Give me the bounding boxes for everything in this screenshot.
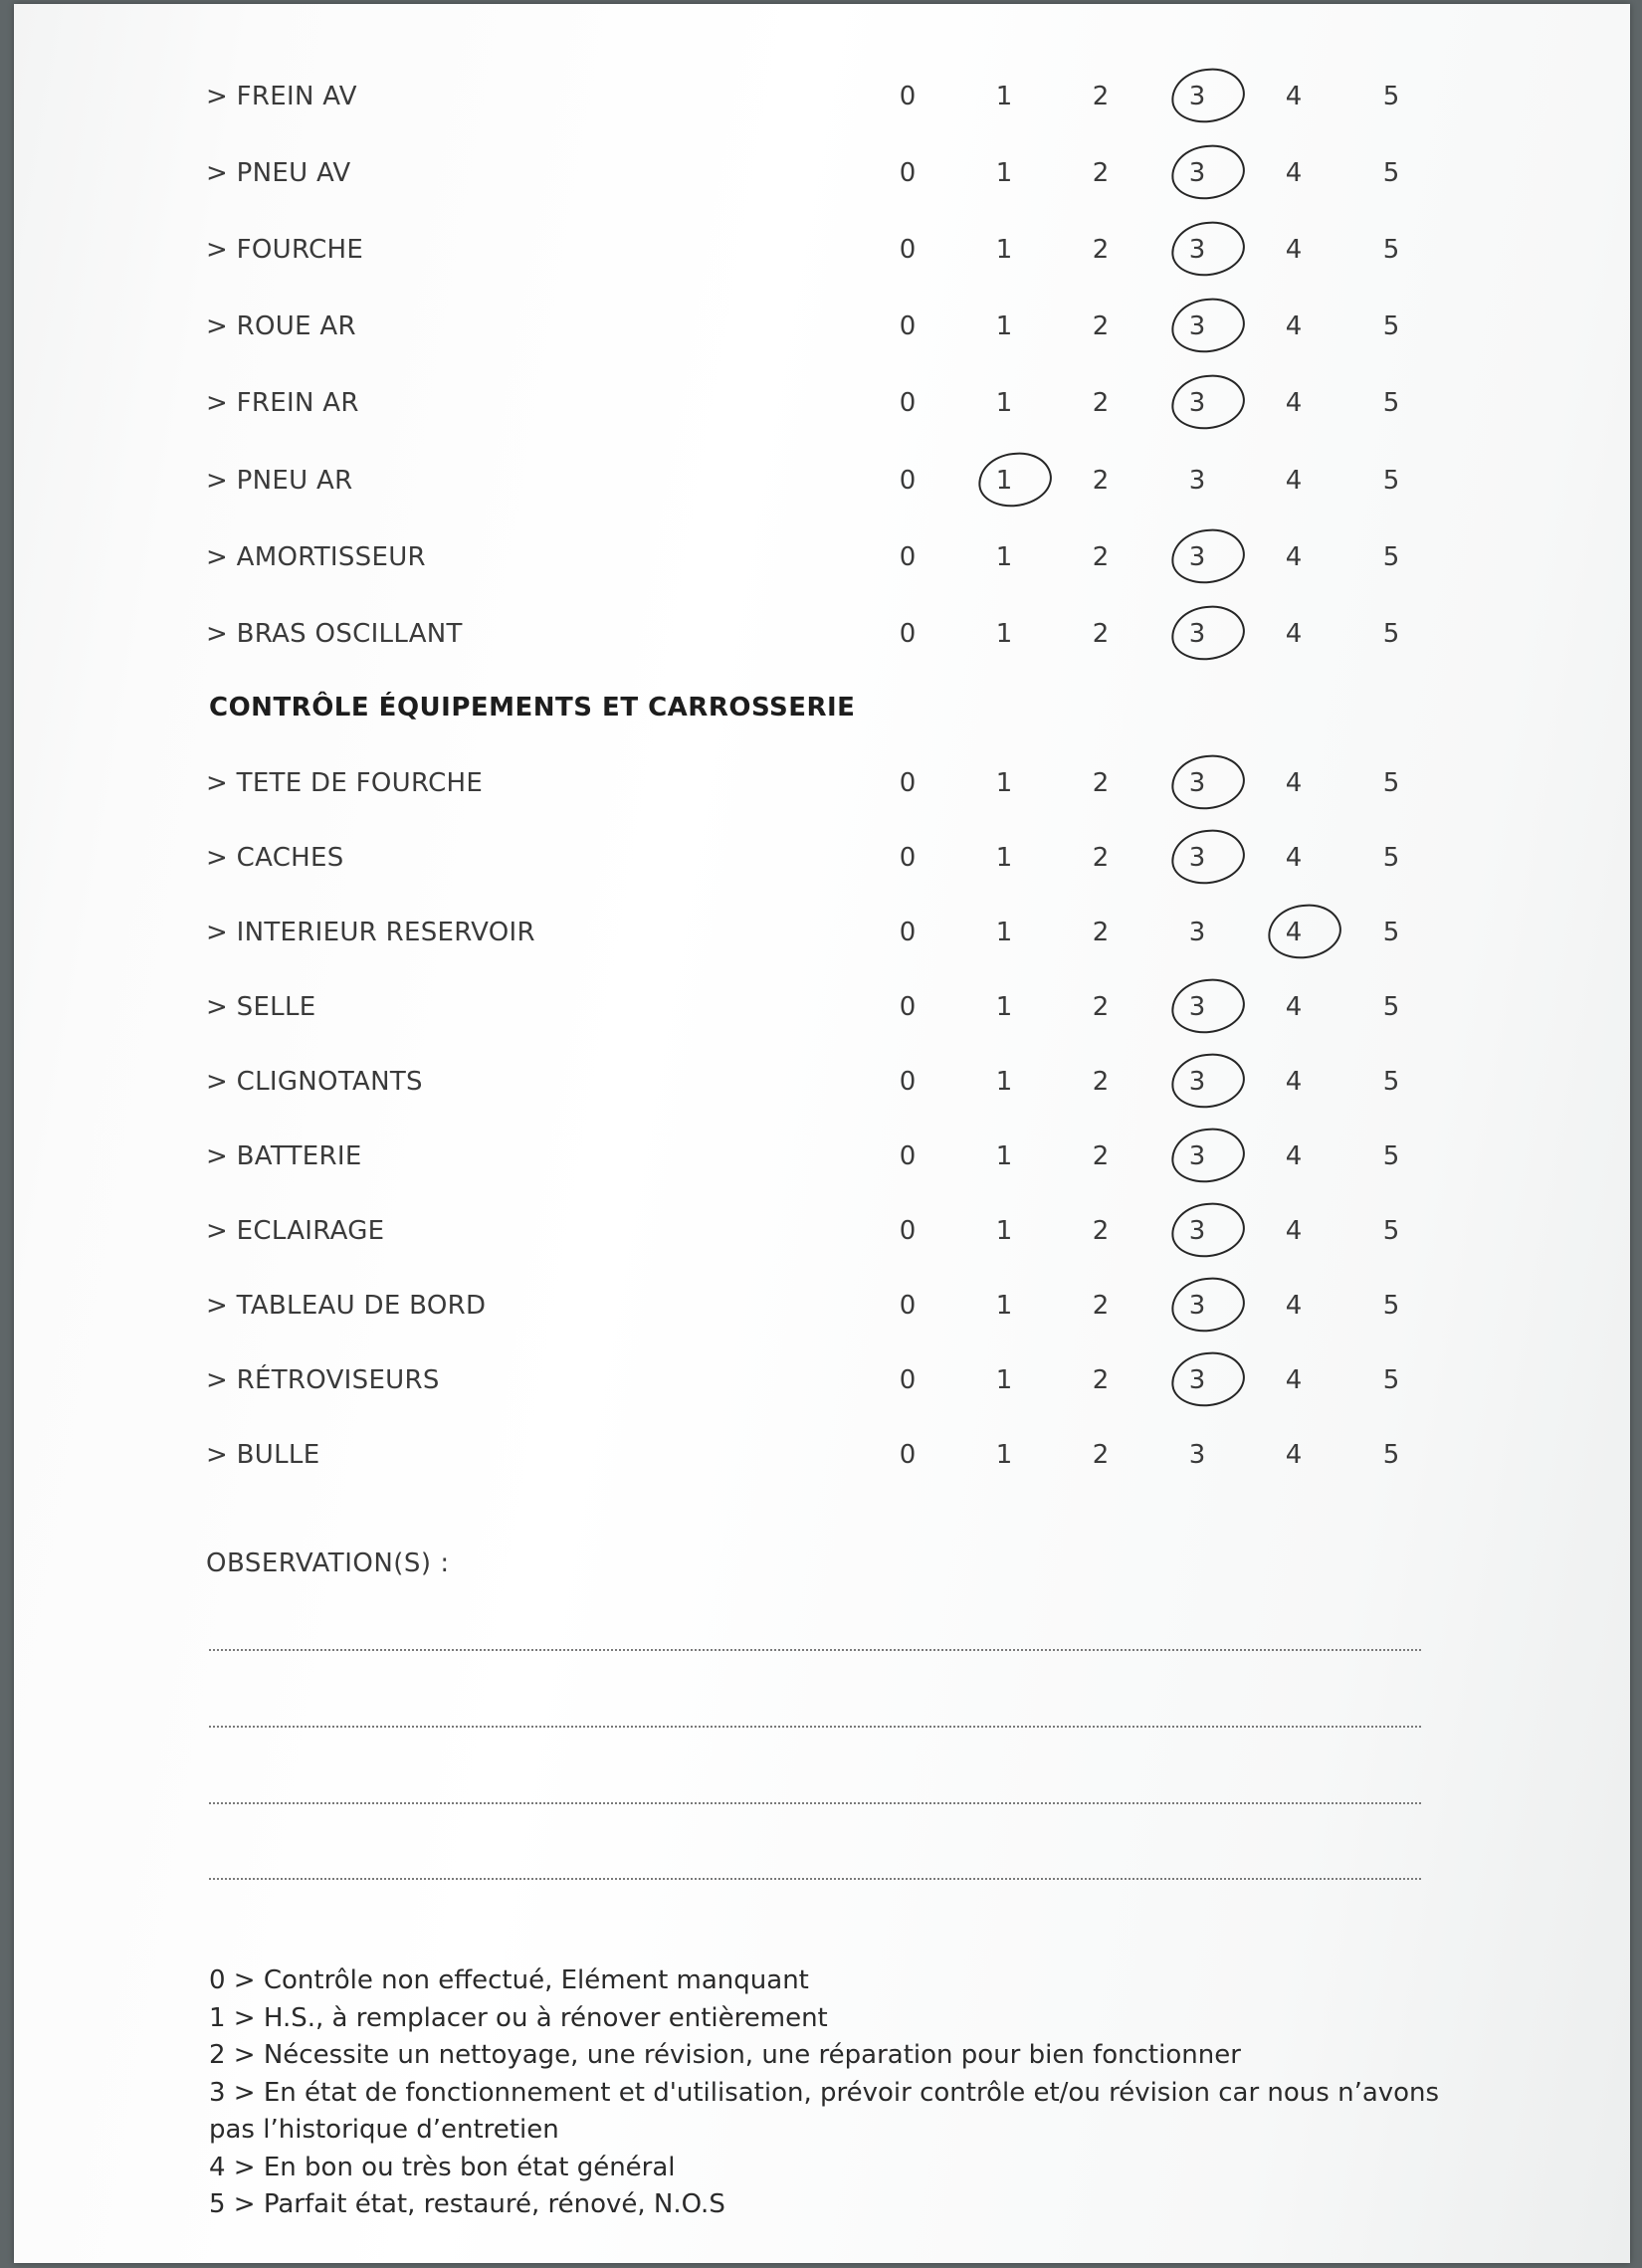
score-option[interactable]: 2 (1092, 1067, 1110, 1097)
score-option-selected[interactable]: 1 (974, 451, 1034, 511)
score-option[interactable]: 2 (1092, 388, 1110, 419)
score-option[interactable]: 0 (899, 82, 917, 111)
score-option[interactable]: 5 (1382, 82, 1400, 111)
score-option[interactable]: 1 (995, 768, 1013, 798)
score-option[interactable]: 1 (995, 82, 1013, 111)
score-option[interactable]: 4 (1285, 465, 1303, 496)
score-option[interactable]: 4 (1285, 1216, 1303, 1246)
score-option-selected[interactable]: 3 (1167, 373, 1227, 433)
score-option[interactable]: 4 (1285, 388, 1303, 419)
checklist-item-label: > SELLE (206, 992, 316, 1022)
checklist-item-label: > FOURCHE (206, 235, 364, 266)
score-option-selected[interactable]: 3 (1167, 753, 1227, 813)
score-option[interactable]: 0 (899, 1440, 917, 1470)
score-option-selected[interactable]: 3 (1167, 1127, 1227, 1186)
score-option[interactable]: 4 (1285, 1141, 1303, 1171)
score-option[interactable]: 4 (1285, 1291, 1303, 1321)
score-option-selected[interactable]: 4 (1264, 903, 1324, 962)
score-option[interactable]: 5 (1382, 1440, 1400, 1470)
score-option[interactable]: 0 (899, 618, 917, 649)
legend-item: 5 > Parfait état, restauré, rénové, N.O.S (209, 2189, 725, 2219)
score-option[interactable]: 2 (1092, 768, 1110, 798)
score-option[interactable]: 1 (995, 1067, 1013, 1097)
score-option[interactable]: 1 (995, 618, 1013, 649)
legend-item: 1 > H.S., à remplacer ou à rénover entièrement (209, 2002, 828, 2033)
legend-item: 0 > Contrôle non effectué, Elément manquant (209, 1965, 809, 1995)
observation-line[interactable] (209, 1649, 1421, 1651)
score-option[interactable]: 0 (899, 541, 917, 572)
checklist-row (14, 604, 1630, 664)
score-option[interactable]: 5 (1382, 1291, 1400, 1321)
score-option[interactable]: 0 (899, 1291, 917, 1321)
score-option[interactable]: 5 (1382, 388, 1400, 419)
checklist-row (14, 1350, 1630, 1410)
checklist-item-label: > ECLAIRAGE (206, 1216, 385, 1246)
score-option[interactable]: 4 (1285, 992, 1303, 1022)
checklist-row (14, 828, 1630, 888)
score-option[interactable]: 1 (995, 1216, 1013, 1246)
score-option[interactable]: 5 (1382, 843, 1400, 873)
checklist-row (14, 1425, 1630, 1485)
checklist-item-label: > BRAS OSCILLANT (206, 618, 463, 649)
score-option[interactable]: 0 (899, 1365, 917, 1395)
score-option[interactable]: 2 (1092, 1365, 1110, 1395)
score-option-selected[interactable]: 3 (1167, 1276, 1227, 1336)
rating-legend (209, 1962, 1463, 2224)
score-option[interactable]: 2 (1092, 618, 1110, 649)
checklist-item-label: > TETE DE FOURCHE (206, 768, 484, 798)
score-option[interactable]: 1 (995, 1141, 1013, 1171)
checklist-item-label: > TABLEAU DE BORD (206, 1291, 487, 1321)
checklist-row (14, 977, 1630, 1037)
checklist-item-label: > RÉTROVISEURS (206, 1365, 440, 1395)
score-option[interactable]: 3 (1188, 1440, 1206, 1470)
score-option[interactable]: 4 (1285, 1067, 1303, 1097)
score-option[interactable]: 0 (899, 158, 917, 189)
score-option-selected[interactable]: 3 (1167, 297, 1227, 356)
legend-item: 2 > Nécessite un nettoyage, une révision, une réparation pour bien fonctionner (209, 2040, 1241, 2070)
score-option[interactable]: 4 (1285, 158, 1303, 189)
score-option[interactable]: 4 (1285, 618, 1303, 649)
score-option[interactable]: 1 (995, 158, 1013, 189)
score-option[interactable]: 2 (1092, 311, 1110, 342)
checklist-row (14, 1276, 1630, 1336)
score-option[interactable]: 3 (1188, 465, 1206, 496)
score-option[interactable]: 5 (1382, 541, 1400, 572)
score-option-selected[interactable]: 3 (1167, 604, 1227, 664)
score-option-selected[interactable]: 3 (1167, 977, 1227, 1037)
score-option[interactable]: 5 (1382, 1067, 1400, 1097)
score-option[interactable]: 0 (899, 992, 917, 1022)
score-option[interactable]: 2 (1092, 541, 1110, 572)
checklist-item-label: > BULLE (206, 1440, 320, 1470)
score-option[interactable]: 0 (899, 768, 917, 798)
score-option[interactable]: 0 (899, 1067, 917, 1097)
score-option[interactable]: 4 (1285, 541, 1303, 572)
checklist-sheet (14, 4, 1630, 2263)
score-option[interactable]: 4 (1285, 768, 1303, 798)
observations-label: OBSERVATION(S) : (206, 1548, 450, 1578)
score-option[interactable]: 0 (899, 843, 917, 873)
score-option[interactable]: 1 (995, 311, 1013, 342)
score-option-selected[interactable]: 3 (1167, 1201, 1227, 1261)
section-title: CONTRÔLE ÉQUIPEMENTS ET CARROSSERIE (209, 693, 856, 722)
checklist-row (14, 903, 1630, 962)
score-option[interactable]: 1 (995, 1291, 1013, 1321)
score-option[interactable]: 0 (899, 465, 917, 496)
score-option[interactable]: 2 (1092, 1141, 1110, 1171)
score-option[interactable]: 2 (1092, 465, 1110, 496)
checklist-item-label: > INTERIEUR RESERVOIR (206, 918, 535, 947)
score-option[interactable]: 5 (1382, 158, 1400, 189)
score-option[interactable]: 5 (1382, 1216, 1400, 1246)
score-option[interactable]: 1 (995, 235, 1013, 266)
score-option[interactable]: 5 (1382, 465, 1400, 496)
checklist-row (14, 1127, 1630, 1186)
score-option[interactable]: 5 (1382, 918, 1400, 947)
score-option[interactable]: 5 (1382, 618, 1400, 649)
observation-line[interactable] (209, 1802, 1421, 1804)
legend-item: 3 > En état de fonctionnement et d'utilisation, prévoir contrôle et/ou révision car nous n’avons pas l’historique d’entretien (209, 2077, 1440, 2145)
checklist-item-label: > AMORTISSEUR (206, 541, 426, 572)
observation-line[interactable] (209, 1878, 1421, 1880)
score-option[interactable]: 0 (899, 235, 917, 266)
checklist-row (14, 373, 1630, 433)
observation-line[interactable] (209, 1726, 1421, 1728)
score-option[interactable]: 2 (1092, 158, 1110, 189)
score-option[interactable]: 1 (995, 1365, 1013, 1395)
checklist-item-label: > PNEU AV (206, 158, 351, 189)
score-option-selected[interactable]: 3 (1167, 1052, 1227, 1112)
score-option[interactable]: 1 (995, 843, 1013, 873)
checklist-row (14, 220, 1630, 280)
score-option[interactable]: 5 (1382, 1365, 1400, 1395)
score-option[interactable]: 4 (1285, 311, 1303, 342)
score-option[interactable]: 2 (1092, 1216, 1110, 1246)
score-option-selected[interactable]: 3 (1167, 220, 1227, 280)
score-option[interactable]: 5 (1382, 311, 1400, 342)
score-option[interactable]: 1 (995, 918, 1013, 947)
checklist-row (14, 1052, 1630, 1112)
score-option[interactable]: 4 (1285, 235, 1303, 266)
score-option[interactable]: 0 (899, 388, 917, 419)
score-option[interactable]: 5 (1382, 1141, 1400, 1171)
score-option-selected[interactable]: 3 (1167, 1350, 1227, 1410)
checklist-row (14, 451, 1630, 511)
score-option[interactable]: 0 (899, 1216, 917, 1246)
score-option[interactable]: 2 (1092, 235, 1110, 266)
checklist-row (14, 1201, 1630, 1261)
score-option[interactable]: 4 (1285, 1440, 1303, 1470)
checklist-row (14, 67, 1630, 126)
checklist-row (14, 527, 1630, 587)
score-option[interactable]: 4 (1285, 82, 1303, 111)
checklist-item-label: > BATTERIE (206, 1141, 362, 1171)
score-option[interactable]: 1 (995, 992, 1013, 1022)
score-option-selected[interactable]: 3 (1167, 527, 1227, 587)
checklist-row (14, 297, 1630, 356)
checklist-item-label: > ROUE AR (206, 311, 356, 342)
legend-item: 4 > En bon ou très bon état général (209, 2152, 676, 2182)
score-option[interactable]: 1 (995, 541, 1013, 572)
checklist-item-label: > FREIN AV (206, 82, 357, 111)
score-option[interactable]: 0 (899, 918, 917, 947)
score-option[interactable]: 0 (899, 1141, 917, 1171)
checklist-row (14, 143, 1630, 203)
checklist-item-label: > FREIN AR (206, 388, 359, 419)
score-option[interactable]: 2 (1092, 1440, 1110, 1470)
checklist-item-label: > CLIGNOTANTS (206, 1067, 423, 1097)
score-option[interactable]: 1 (995, 1440, 1013, 1470)
score-option-selected[interactable]: 3 (1167, 143, 1227, 203)
score-option[interactable]: 1 (995, 388, 1013, 419)
score-option[interactable]: 5 (1382, 235, 1400, 266)
score-option[interactable]: 3 (1188, 918, 1206, 947)
score-option[interactable]: 2 (1092, 82, 1110, 111)
score-option[interactable]: 2 (1092, 992, 1110, 1022)
score-option[interactable]: 2 (1092, 1291, 1110, 1321)
score-option-selected[interactable]: 3 (1167, 828, 1227, 888)
score-option[interactable]: 5 (1382, 992, 1400, 1022)
score-option-selected[interactable]: 3 (1167, 67, 1227, 126)
score-option[interactable]: 4 (1285, 1365, 1303, 1395)
checklist-row (14, 753, 1630, 813)
score-option[interactable]: 4 (1285, 843, 1303, 873)
score-option[interactable]: 2 (1092, 843, 1110, 873)
score-option[interactable]: 5 (1382, 768, 1400, 798)
score-option[interactable]: 2 (1092, 918, 1110, 947)
checklist-item-label: > CACHES (206, 843, 344, 873)
checklist-item-label: > PNEU AR (206, 465, 353, 496)
score-option[interactable]: 0 (899, 311, 917, 342)
